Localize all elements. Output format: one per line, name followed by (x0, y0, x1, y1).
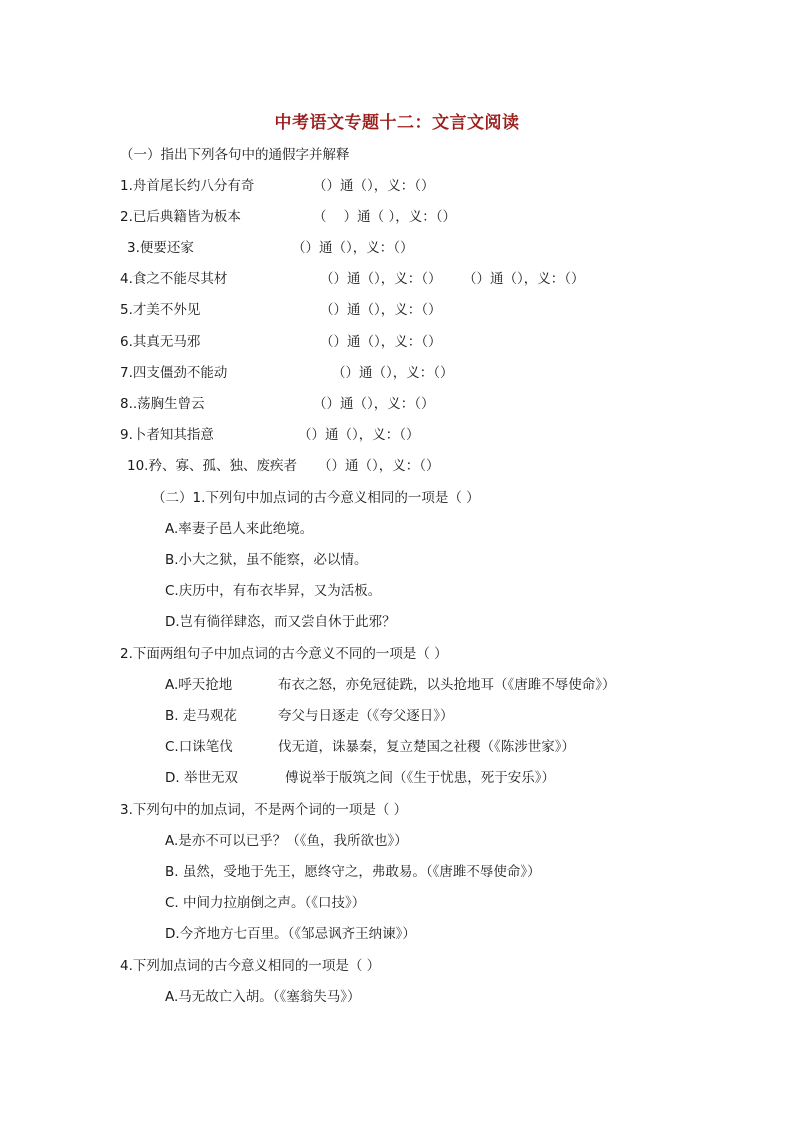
answer-1: （）通（），义：（） (313, 178, 435, 194)
question-4: 4.食之不能尽其材 (120, 271, 228, 287)
s2-q1-option-c: C.庆历中，有布衣毕昇，又为活板。 (165, 583, 382, 599)
s2-q1-option-b: B.小大之狱，虽不能察，必以情。 (165, 552, 368, 568)
s2-q2-option-d-source: 傅说举于版筑之间（《生于忧患，死于安乐》） (285, 770, 555, 786)
s2-q3-stem: 3.下列句中的加点词，不是两个词的一项是（ ） (120, 802, 408, 818)
s2-q3-option-b: B. 虽然，受地于先王，愿终守之，弗敢易。（《唐雎不辱使命》） (165, 864, 541, 880)
question-3: 3.便要还家 (127, 240, 194, 256)
answer-4: （）通（），义：（） （）通（），义：（） (320, 271, 585, 287)
s2-q2-option-b-term: B. 走马观花 (165, 708, 237, 724)
s2-q3-option-a: A.是亦不可以已乎？（《鱼，我所欲也》） (165, 833, 408, 849)
answer-6: （）通（），义：（） (320, 334, 442, 350)
page-title: 中考语文专题十二：文言文阅读 (274, 113, 520, 133)
question-8: 8..荡胸生曾云 (120, 396, 205, 412)
s2-q2-option-b-source: 夸父与日逐走（《夸父逐日》） (278, 708, 454, 724)
answer-10: （）通（），义：（） (318, 458, 440, 474)
answer-5: （）通（），义：（） (320, 302, 442, 318)
s2-q2-option-a-source: 布衣之怒，亦免冠徒跣，以头抢地耳（《唐雎不辱使命》） (278, 677, 616, 693)
answer-8: （）通（），义：（） (313, 396, 435, 412)
answer-2: （ ）通（ ），义：（） (313, 209, 456, 225)
section1-heading: （一）指出下列各句中的通假字并解释 (120, 147, 350, 163)
question-10: 10.矜、寡、孤、独、废疾者 (127, 458, 297, 474)
answer-3: （）通（），义：（） (292, 240, 414, 256)
s2-q3-option-d: D.今齐地方七百里。（《邹忌讽齐王纳谏》） (165, 926, 416, 942)
s2-q2-option-c-term: C.口诛笔伐 (165, 739, 233, 755)
question-6: 6.其真无马邪 (120, 334, 201, 350)
s2-q2-option-d-term: D. 举世无双 (165, 770, 238, 786)
s2-q4-option-a: A.马无故亡入胡。（《塞翁失马》） (165, 989, 361, 1005)
s2-q2-option-a-term: A.呼天抢地 (165, 677, 233, 693)
s2-q2-option-c-source: 伐无道，诛暴秦，复立楚国之社稷（《陈涉世家》） (278, 739, 575, 755)
question-7: 7.四支僵劲不能动 (120, 365, 228, 381)
s2-q4-stem: 4.下列加点词的古今意义相同的一项是（ ） (120, 958, 381, 974)
s2-q2-stem: 2.下面两组句子中加点词的古今意义不同的一项是（ ） (120, 646, 448, 662)
s2-q1-stem: （二）1.下列句中加点词的古今意义相同的一项是（ ） (152, 490, 480, 506)
question-9: 9.卜者知其指意 (120, 427, 214, 443)
s2-q3-option-c: C. 中间力拉崩倒之声。（《口技》） (165, 895, 366, 911)
s2-q1-option-a: A.率妻子邑人来此绝境。 (165, 521, 314, 537)
question-1: 1.舟首尾长约八分有奇 (120, 178, 255, 194)
answer-7: （）通（），义：（） (332, 365, 454, 381)
question-5: 5.才美不外见 (120, 302, 201, 318)
s2-q1-option-d: D.岂有徜徉肆恣，而又尝自休于此邪？ (165, 614, 396, 630)
answer-9: （）通（），义：（） (298, 427, 420, 443)
question-2: 2.已后典籍皆为板本 (120, 209, 241, 225)
